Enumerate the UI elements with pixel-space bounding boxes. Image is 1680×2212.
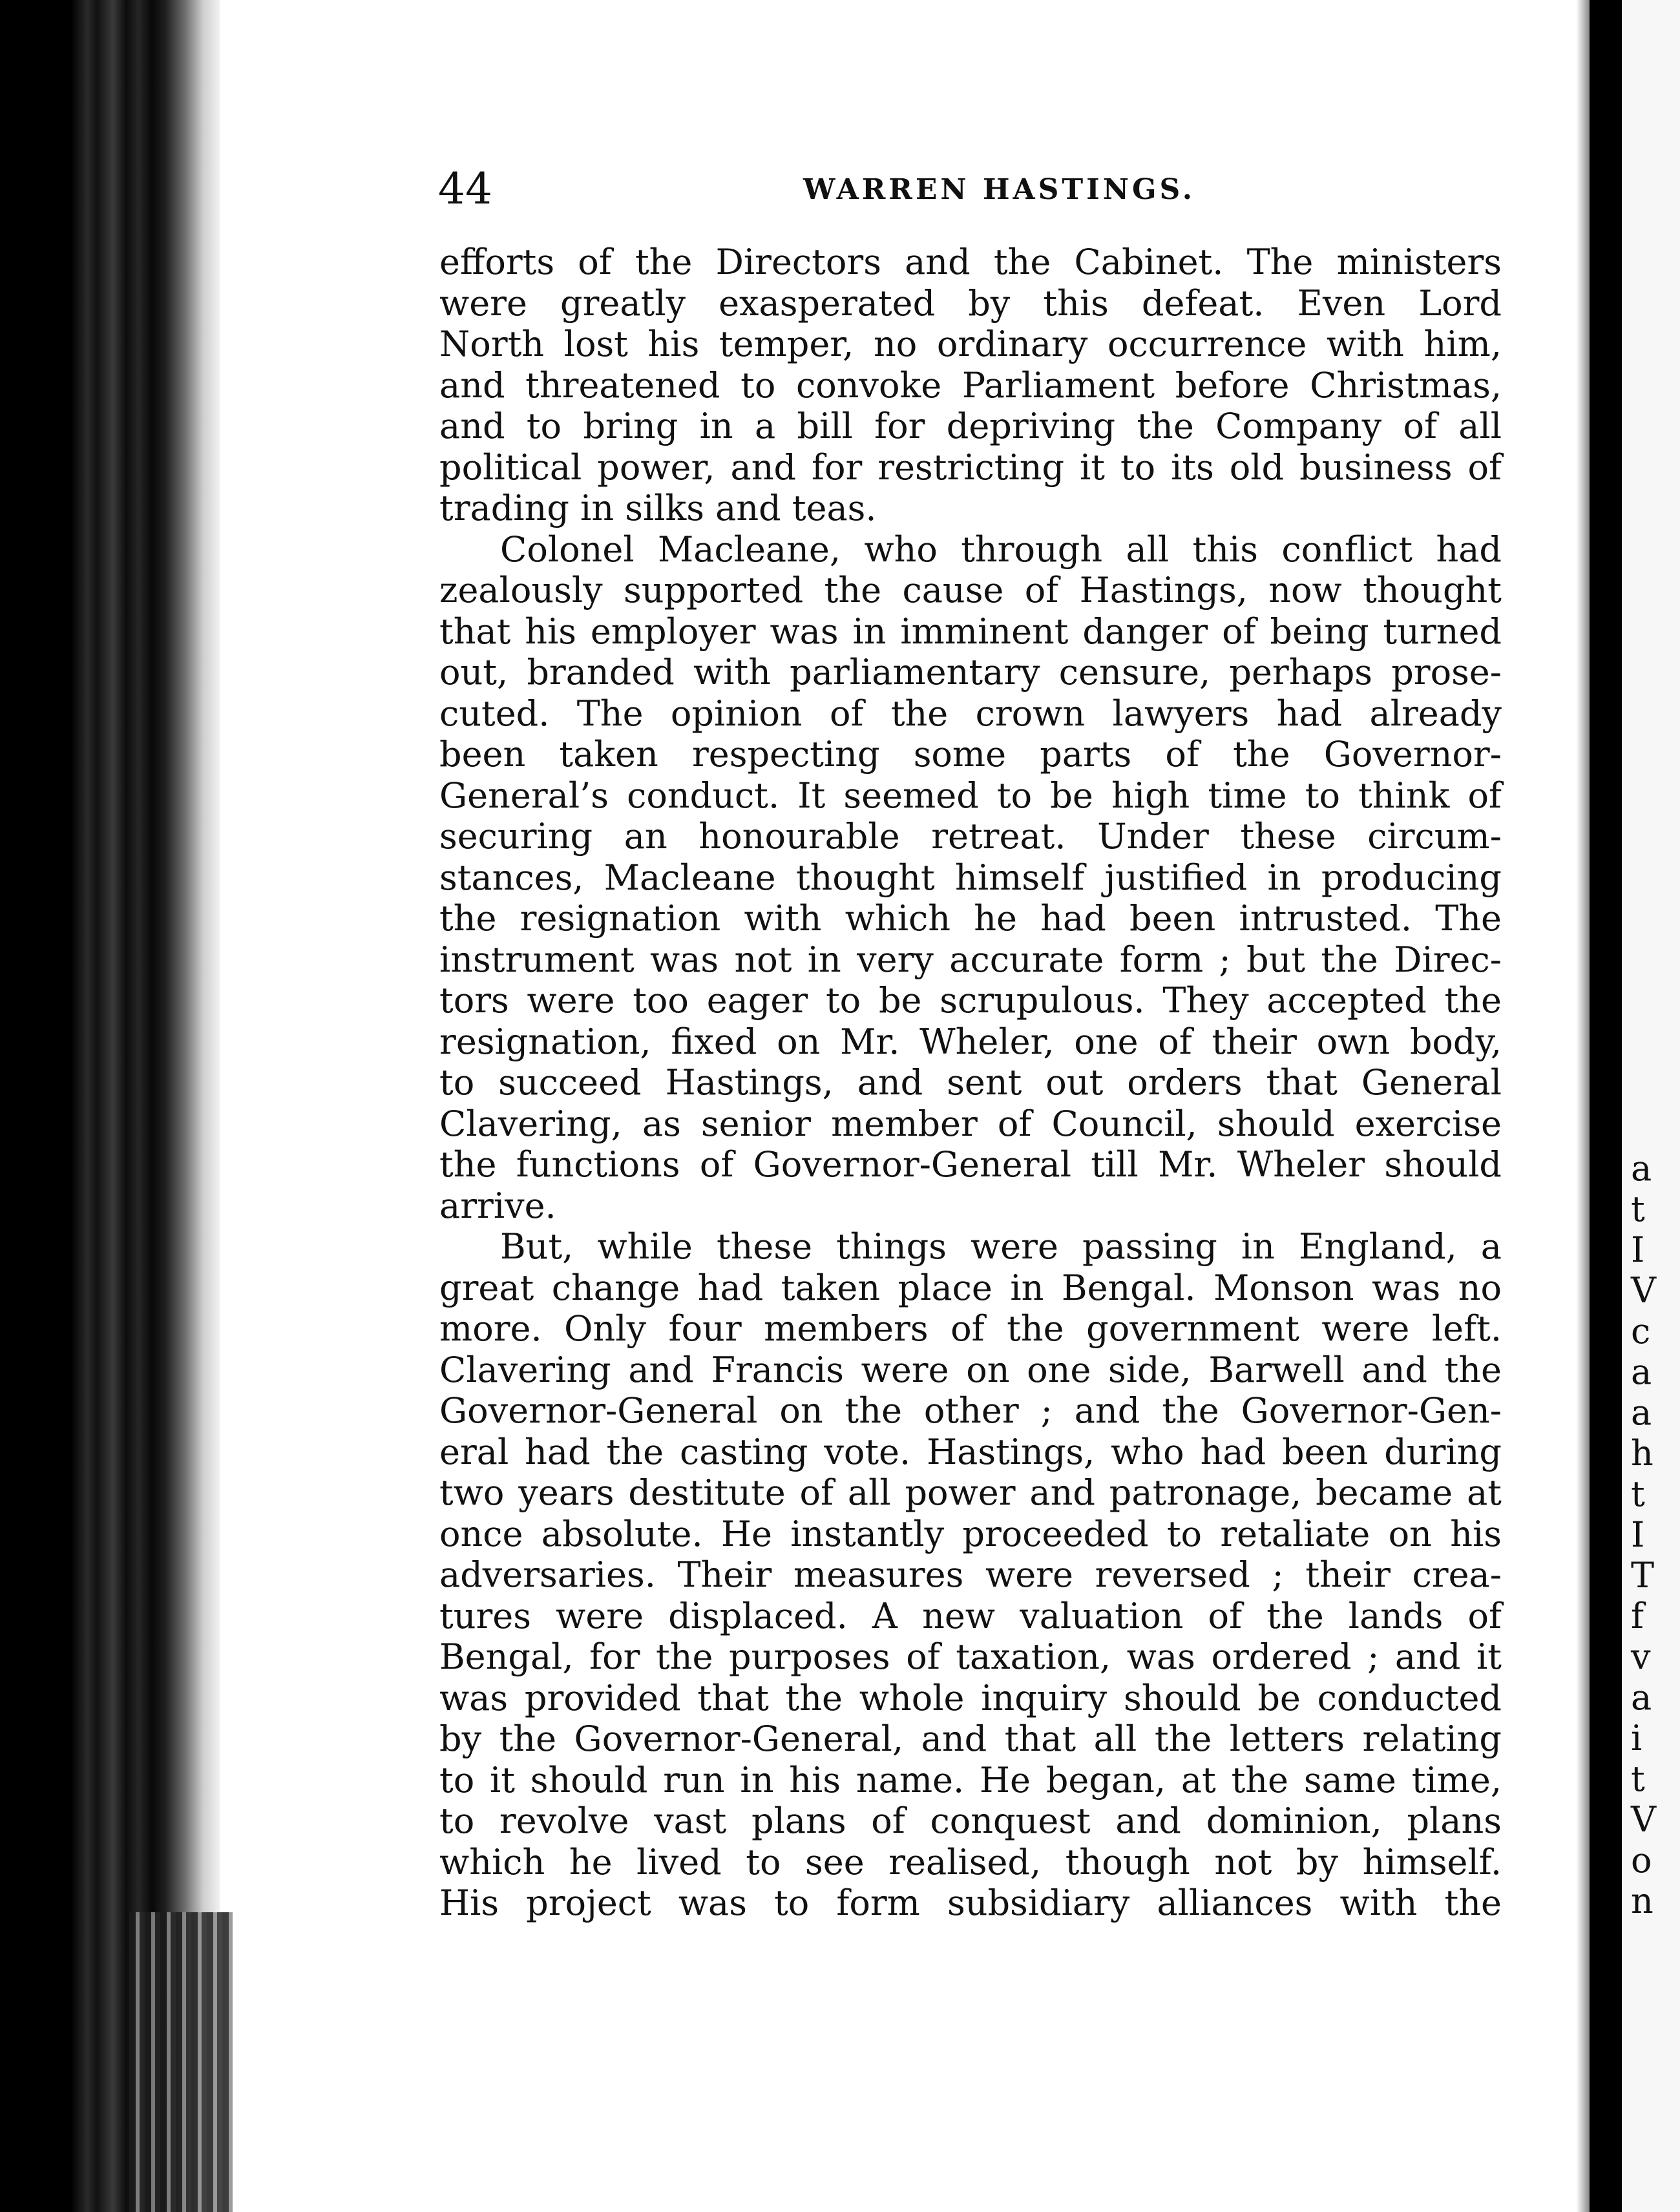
text-line: two years destitute of all power and patronage, became at (439, 1472, 1502, 1513)
text-line: resignation, fixed on Mr. Wheler, one of their own body, (439, 1021, 1502, 1062)
next-page-fragment: T (1631, 1555, 1655, 1596)
next-page-fragment: a (1631, 1351, 1652, 1392)
text-line: out, branded with parliamentary censure, perhaps prose- (439, 652, 1502, 693)
running-head (438, 164, 1502, 216)
text-line: Governor-General on the other ; and the Governor-Gen- (439, 1390, 1502, 1431)
next-page-fragment: n (1631, 1881, 1654, 1921)
text-line: to it should run in his name. He began, at the same time, (439, 1759, 1502, 1800)
text-line: cuted. The opinion of the crown lawyers had already (439, 693, 1502, 734)
next-page-fragment: a (1631, 1392, 1652, 1433)
text-line: Colonel Macleane, who through all this conflict had (500, 528, 1502, 570)
text-line: stances, Macleane thought himself justified in producing (439, 857, 1502, 898)
text-line: General’s conduct. It seemed to be high time to think of (439, 775, 1502, 816)
text-line: instrument was not in very accurate form ; but the Direc- (439, 939, 1502, 980)
next-page-fragment: V (1631, 1270, 1656, 1311)
next-page-fragment: h (1631, 1433, 1654, 1474)
running-title: WARREN HASTINGS. (803, 173, 1196, 206)
next-page-fragment: t (1631, 1758, 1645, 1799)
text-line: securing an honourable retreat. Under these circum- (439, 816, 1502, 857)
text-line: great change had taken place in Bengal. Monson was no (439, 1267, 1502, 1308)
text-line: to revolve vast plans of conquest and dominion, plans (439, 1800, 1502, 1841)
text-line: Bengal, for the purposes of taxation, was ordered ; and it (439, 1636, 1502, 1677)
next-page-fragment: f (1631, 1596, 1644, 1636)
gutter-shadow (1590, 0, 1622, 2212)
text-line: North lost his temper, no ordinary occurrence with him, (439, 324, 1502, 364)
next-page-fragment: c (1631, 1311, 1651, 1351)
page-edge-stack (129, 1912, 233, 2212)
text-line: trading in silks and teas. (439, 488, 877, 528)
text-line: tures were displaced. A new valuation of the lands of (439, 1595, 1502, 1636)
book-spine-shadow (0, 0, 220, 2212)
text-line: Clavering, as senior member of Council, should exercise (439, 1103, 1502, 1144)
text-line: by the Governor-General, and that all the letters relating (439, 1718, 1502, 1759)
text-line: the resignation with which he had been intrusted. The (439, 898, 1502, 939)
text-line: efforts of the Directors and the Cabinet. The ministers (439, 242, 1502, 282)
next-page-fragment: v (1631, 1636, 1651, 1677)
next-page-edge (1622, 0, 1680, 2212)
text-line: eral had the casting vote. Hastings, who had been during (439, 1431, 1502, 1472)
text-line: arrive. (439, 1185, 556, 1226)
page-gutter (1577, 0, 1590, 2212)
text-line: zealously supported the cause of Hastings, now thought (439, 570, 1502, 610)
next-page-fragment: t (1631, 1474, 1645, 1514)
text-line: to succeed Hastings, and sent out orders that General (439, 1062, 1502, 1103)
text-line: were greatly exasperated by this defeat. Even Lord (439, 282, 1502, 324)
text-line: once absolute. He instantly proceeded to retaliate on his (439, 1513, 1502, 1554)
next-page-fragment: V (1631, 1799, 1656, 1840)
next-page-fragment: o (1631, 1840, 1652, 1881)
text-line: Clavering and Francis were on one side, Barwell and the (439, 1349, 1502, 1390)
next-page-fragment: I (1631, 1514, 1645, 1555)
next-page-fragment: a (1631, 1148, 1652, 1189)
text-line: was provided that the whole inquiry should be conducted (439, 1677, 1502, 1718)
text-line: His project was to form subsidiary alliances with the (439, 1883, 1502, 1923)
text-line: more. Only four members of the government were left. (439, 1308, 1502, 1349)
next-page-fragment: i (1631, 1718, 1643, 1758)
text-line: political power, and for restricting it to its old business of (439, 446, 1502, 488)
text-line: been taken respecting some parts of the Governor- (439, 734, 1502, 775)
body-text (439, 242, 1502, 1924)
text-line: But, while these things were passing in England, a (500, 1226, 1502, 1267)
next-page-fragment: t (1631, 1189, 1645, 1229)
text-line: adversaries. Their measures were reversed ; their crea- (439, 1554, 1502, 1595)
text-line: which he lived to see realised, though not by himself. (439, 1841, 1502, 1883)
text-line: and threatened to convoke Parliament before Christmas, (439, 364, 1502, 406)
text-line: the functions of Governor-General till Mr. Wheler should (439, 1144, 1502, 1185)
next-page-fragment: a (1631, 1677, 1652, 1718)
text-line: and to bring in a bill for depriving the Company of all (439, 406, 1502, 446)
text-line: tors were too eager to be scrupulous. They accepted the (439, 980, 1502, 1021)
next-page-fragment: I (1631, 1229, 1645, 1270)
text-line: that his employer was in imminent danger of being turned (439, 610, 1502, 652)
page-number: 44 (438, 164, 492, 214)
